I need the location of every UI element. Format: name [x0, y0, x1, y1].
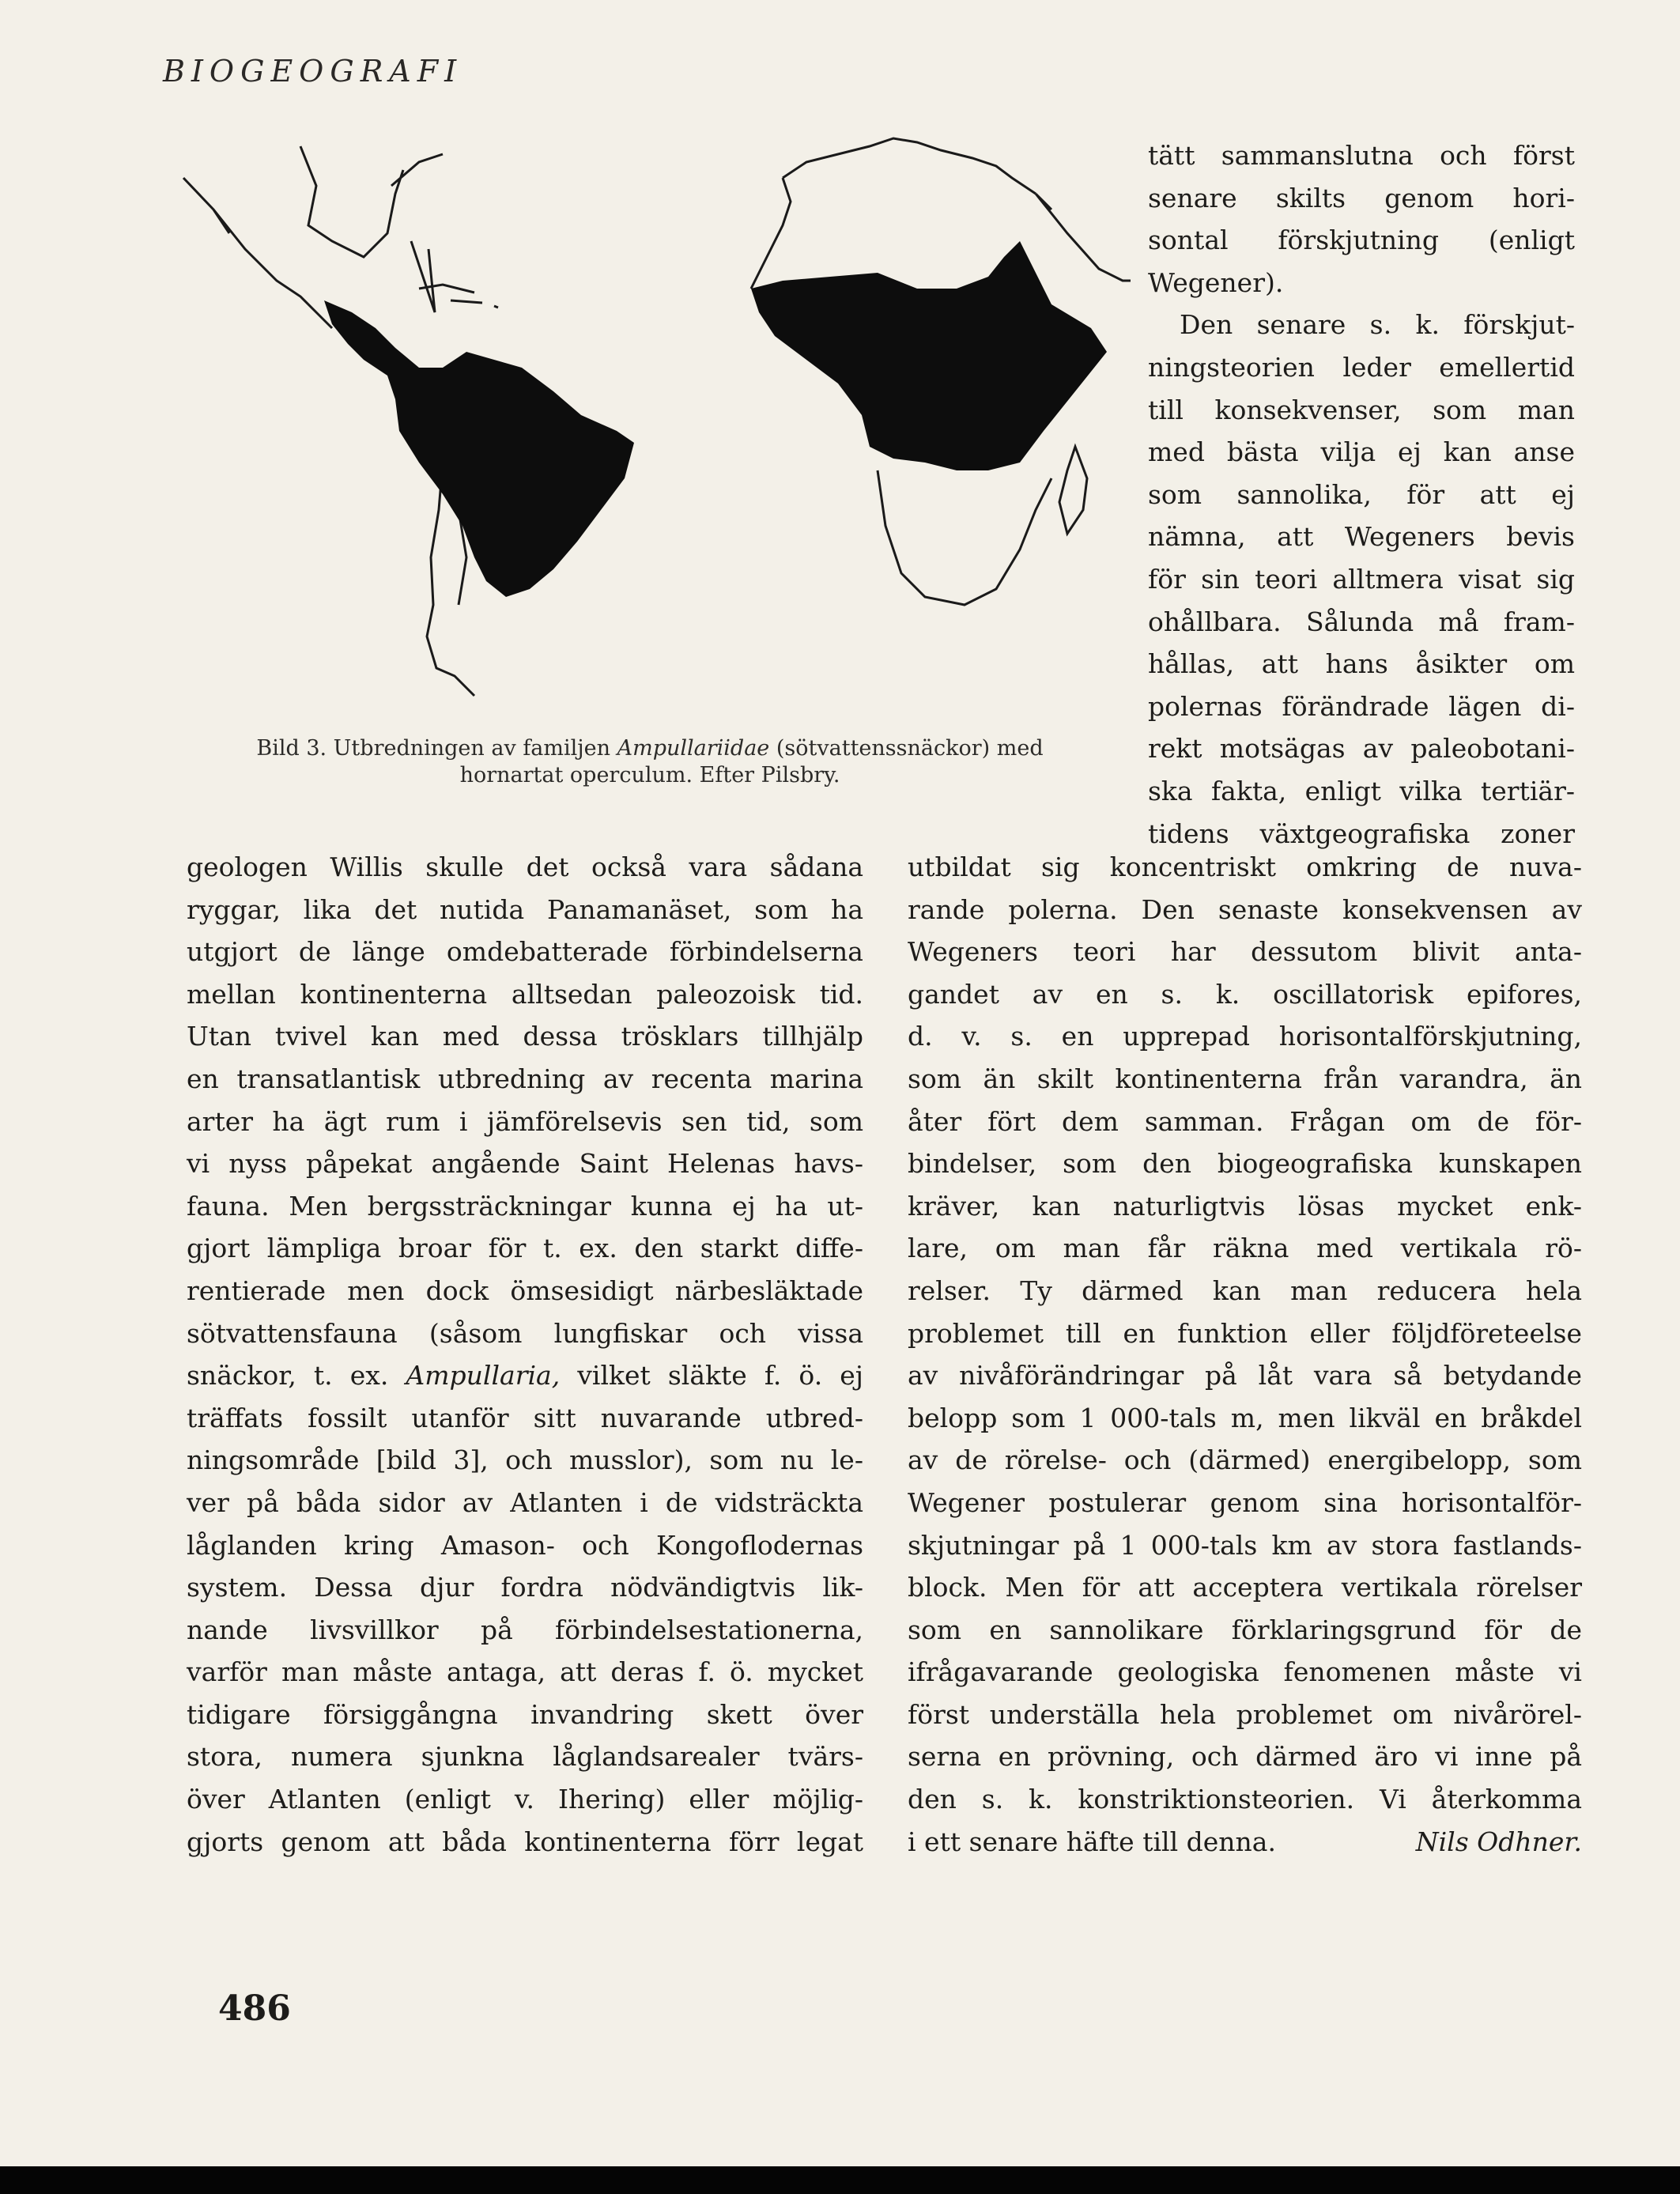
southern-africa-outline [878, 470, 1051, 605]
text-line: låglanden kring Amason- och Kongoflodernas [187, 1529, 863, 1561]
text-line: som än skilt kontinenterna från varandra, än [908, 1063, 1582, 1094]
text-line: geologen Willis skulle det också vara sådana [187, 852, 863, 882]
text-line: till konsekvenser, som man [1148, 394, 1575, 425]
text-line: block. Men för att acceptera vertikala rörelser [908, 1572, 1582, 1603]
caption-line-2: hornartat operculum. Efter Pilsbry. [459, 763, 840, 787]
text-line: relser. Ty därmed kan man reducera hela [908, 1274, 1582, 1306]
left-column [187, 846, 863, 1863]
text-line: tidigare försiggångna invandring skett över [187, 1698, 863, 1730]
text-line: utgjort de länge omdebatterade förbindelserna [187, 936, 863, 968]
text-line: sontal förskjutning (enligt [1148, 225, 1575, 256]
text-line: mellan kontinenterna alltsedan paleozoisk tid. [187, 978, 863, 1010]
arabia-outline [1036, 194, 1131, 281]
right-column [908, 846, 1582, 1863]
text-line: gjorts genom att båda kontinenterna förr legat [187, 1826, 863, 1857]
text-line: tätt sammanslutna och först [1148, 140, 1575, 171]
text-line: rande polerna. Den senaste konsekvensen av [908, 893, 1582, 925]
north-america-outline [183, 146, 443, 328]
americas-distribution-fill [324, 300, 634, 597]
caption-line-1: Bild 3. Utbredningen av familjen Ampullariidae (sötvattenssnäckor) med [256, 736, 1044, 761]
text-line: rentierade men dock ömsesidigt närbesläktade [187, 1274, 863, 1306]
text-line: bindelser, som den biogeografiska kunskapen [908, 1148, 1582, 1180]
text-line: gjort lämpliga broar för t. ex. den starkt diffe- [187, 1233, 863, 1264]
text-line: fauna. Men bergssträckningar kunna ej ha ut- [187, 1190, 863, 1222]
text-line: sötvattensfauna (såsom lungfiskar och vissa [187, 1317, 863, 1349]
text-line: Utan tvivel kan med dessa trösklars tillhjälp [187, 1021, 863, 1052]
page-number: 486 [218, 1988, 291, 2029]
text-line: hållas, att hans åsikter om [1148, 648, 1575, 680]
text-line: över Atlanten (enligt v. Ihering) eller möjlig- [187, 1784, 863, 1815]
text-line: för sin teori alltmera visat sig [1148, 563, 1575, 595]
text-line: utbildat sig koncentriskt omkring de nuva- [908, 852, 1582, 882]
text-line: först underställa hela problemet om nivårörel- [908, 1698, 1582, 1730]
text-line: skjutningar på 1 000-tals km av stora fastlands- [908, 1529, 1582, 1561]
africa-distribution-fill [751, 241, 1107, 470]
text-line: av de rörelse- och (därmed) energibelopp, som [908, 1444, 1582, 1476]
text-line: ryggar, lika det nutida Panamanäset, som ha [187, 893, 863, 925]
text-line: kräver, kan naturligtvis lösas mycket enk- [908, 1190, 1582, 1222]
text-line: d. v. s. en upprepad horisontalförskjutning, [908, 1021, 1582, 1052]
text-line: gandet av en s. k. oscillatorisk epifores, [908, 978, 1582, 1010]
text-line: rekt motsägas av paleobotani- [1148, 733, 1575, 765]
text-line: nande livsvillkor på förbindelsestationerna, [187, 1614, 863, 1645]
madagascar-outline [1059, 447, 1087, 534]
florida-outline [411, 241, 435, 312]
text-line: ska fakta, enligt vilka tertiär- [1148, 775, 1575, 806]
text-line: polernas förändrade lägen di- [1148, 690, 1575, 722]
text-line: träffats fossilt utanför sitt nuvarande utbred- [187, 1402, 863, 1433]
text-line: ifrågavarande geologiska fenomenen måste vi [908, 1656, 1582, 1688]
figure-caption [183, 735, 1116, 789]
text-line: snäckor, t. ex. Ampullaria, vilket släkte f. ö. ej [187, 1360, 864, 1392]
text-line: arter ha ägt rum i jämförelsevis sen tid, som [187, 1105, 863, 1137]
text-line: vi nyss påpekat angående Saint Helenas havs- [187, 1148, 863, 1180]
text-line: varför man måste antaga, att deras f. ö. mycket [187, 1656, 863, 1688]
text-line: serna en prövning, och därmed äro vi inne på [908, 1741, 1582, 1773]
right-column-top [1148, 134, 1575, 855]
text-line: problemet till en funktion eller följdföreteelse [908, 1317, 1582, 1349]
text-line: tidens växtgeografiska zoner [1148, 818, 1575, 849]
text-line: ohållbara. Sålunda må fram- [1148, 606, 1575, 637]
running-header: BIOGEOGRAFI [163, 54, 463, 89]
text-line: med bästa vilja ej kan anse [1148, 436, 1575, 468]
text-line: Wegeners teori har dessutom blivit anta- [908, 936, 1582, 968]
scan-border [0, 2166, 1680, 2194]
text-line: belopp som 1 000-tals m, men likväl en bråkdel [908, 1402, 1582, 1433]
text-line: Wegener). [1148, 266, 1284, 298]
text-line: åter fört dem samman. Frågan om de för- [908, 1105, 1582, 1137]
author-signature: Nils Odhner. [1415, 1826, 1582, 1857]
text-line-last: i ett senare häfte till denna. Nils Odhner. [908, 1821, 1582, 1864]
text-line: ningsteorien leder emellertid [1148, 351, 1575, 383]
text-line: system. Dessa djur fordra nödvändigtvis lik- [187, 1572, 863, 1603]
text-line: den s. k. konstriktionsteorien. Vi återkomma [908, 1784, 1582, 1815]
text-line: av nivåförändringar på låt vara så betydande [908, 1360, 1582, 1392]
text-line: ver på båda sidor av Atlanten i de vidsträckta [187, 1486, 863, 1518]
text-line: lare, om man får räkna med vertikala rö- [908, 1233, 1582, 1264]
distribution-map [182, 130, 1131, 731]
text-line: som sannolika, för att ej [1148, 478, 1575, 510]
text-line: en transatlantisk utbredning av recenta marina [187, 1063, 863, 1094]
text-line: som en sannolikare förklaringsgrund för de [908, 1614, 1582, 1645]
text-line: ningsområde [bild 3], och musslor), som nu le- [187, 1444, 863, 1476]
text-line: stora, numera sjunkna låglandsarealer tvärs- [187, 1741, 863, 1773]
text-line: senare skilts genom hori- [1148, 182, 1575, 213]
text-line: Den senare s. k. förskjut- [1180, 309, 1575, 341]
text-line: Wegener postulerar genom sina horisontalför- [908, 1486, 1582, 1518]
text-line: nämna, att Wegeners bevis [1148, 521, 1575, 553]
africa-north-outline [751, 138, 1036, 289]
